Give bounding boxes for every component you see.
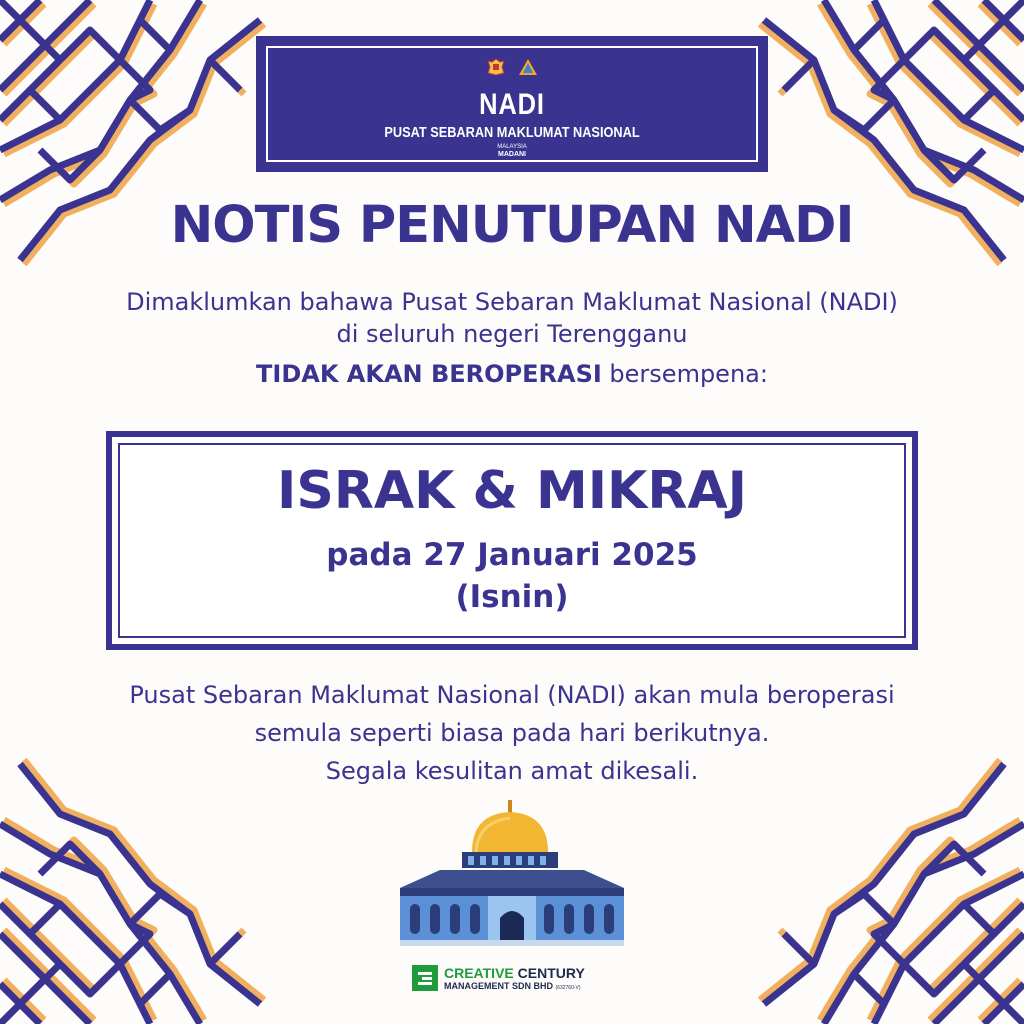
company-subtitle-text: MANAGEMENT SDN BHD — [444, 981, 553, 991]
event-box — [106, 431, 918, 650]
mcmc-triangle-logo-icon — [518, 58, 538, 80]
event-day: (Isnin) — [455, 579, 569, 615]
company-logo — [412, 965, 632, 995]
status-bold-text: TIDAK AKAN BEROPERASI — [256, 360, 602, 388]
company-reg-no: (632760-V) — [555, 985, 581, 991]
corner-ornament-bottom-right — [754, 754, 1024, 1024]
closing-line-1: Pusat Sebaran Maklumat Nasional (NADI) akan mula beroperasi — [129, 681, 895, 709]
event-date: pada 27 Januari 2025 — [326, 537, 698, 573]
closing-line-3: Segala kesulitan amat dikesali. — [325, 757, 699, 785]
status-line — [0, 360, 1024, 388]
banner-subtitle: PUSAT SEBARAN MAKLUMAT NASIONAL — [384, 124, 640, 141]
company-name-part-1: CREATIVE — [444, 965, 514, 981]
company-subtitle — [444, 981, 581, 991]
company-logo-icon — [412, 965, 438, 991]
madani-logo-icon — [260, 144, 764, 158]
company-name — [444, 965, 585, 981]
corner-ornament-bottom-left — [0, 754, 270, 1024]
page-title: NOTIS PENUTUPAN NADI — [170, 196, 854, 255]
nadi-banner — [256, 36, 768, 172]
banner-logos — [260, 58, 764, 80]
intro-text — [0, 286, 1024, 350]
intro-line-2: di seluruh negeri Terengganu — [336, 320, 688, 348]
madani-line-1: MALAYSIA — [497, 144, 527, 150]
closing-text — [0, 676, 1024, 790]
closing-line-2: semula seperti biasa pada hari berikutnya. — [254, 719, 770, 747]
event-name: ISRAK & MIKRAJ — [277, 461, 747, 521]
banner-title: NADI — [479, 88, 545, 121]
dome-of-the-rock-illustration — [400, 800, 624, 954]
status-rest-text: bersempena: — [601, 360, 768, 388]
company-name-part-2: CENTURY — [513, 965, 585, 981]
intro-line-1: Dimaklumkan bahawa Pusat Sebaran Maklumat Nasional (NADI) — [126, 288, 898, 316]
coat-of-arms-icon — [486, 58, 506, 80]
madani-line-2: MADANI — [498, 151, 526, 158]
